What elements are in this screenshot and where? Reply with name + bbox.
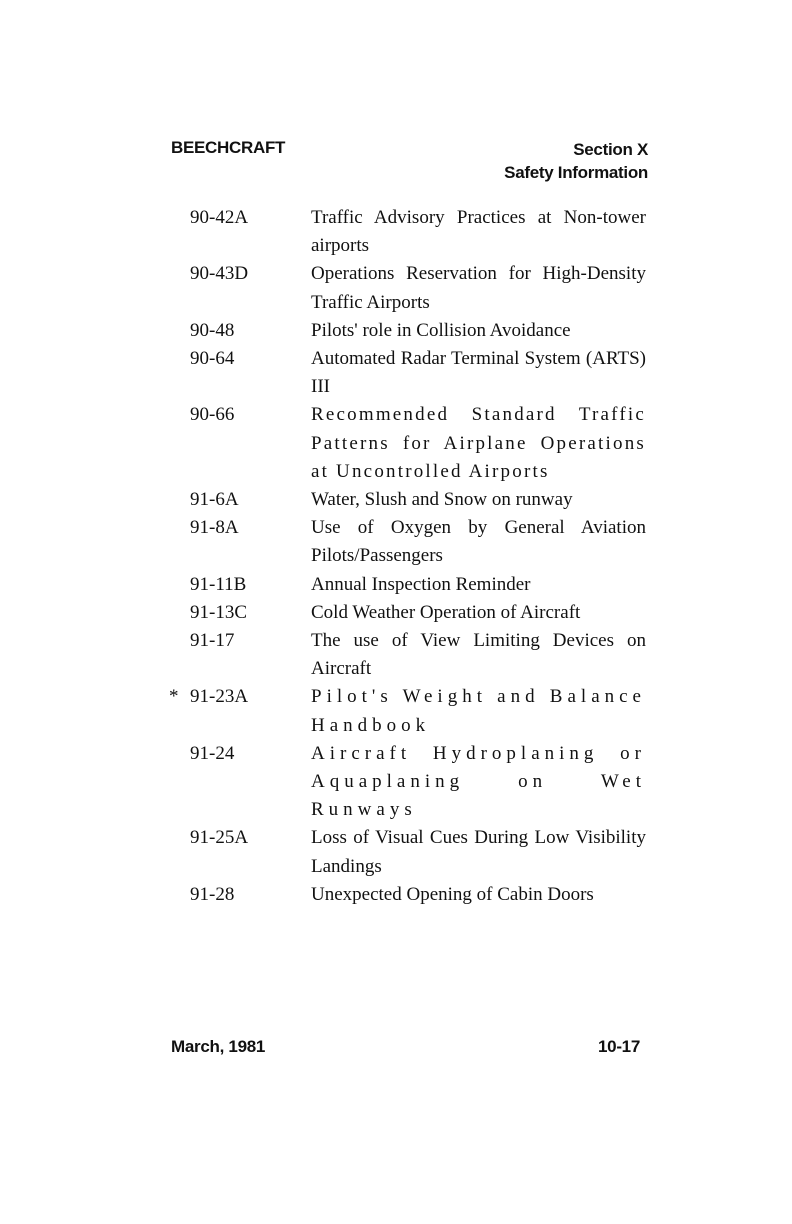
entry-number: 90-48 (190, 319, 235, 341)
entry-number: 91-6A (190, 489, 239, 511)
list-item (0, 317, 792, 345)
entry-number: 91-28 (190, 883, 235, 905)
list-item (0, 260, 792, 316)
list-item (0, 514, 792, 570)
list-item (0, 486, 792, 514)
entry-number: 91-11B (190, 573, 247, 595)
page-header-section (504, 138, 648, 184)
entry-number: 90-42A (190, 207, 249, 228)
entry-title: Pilot's Weight and Balance Handbook (311, 686, 646, 736)
entry-number: 90-43D (190, 263, 249, 285)
entry-number: 91-23A (190, 686, 249, 708)
entry-title: Pilots' role in Collision Avoidance (311, 319, 571, 341)
entry-title: Traffic Advisory Practices at Non-tower airports (311, 207, 646, 257)
entry-title: Water, Slush and Snow on runway (311, 489, 573, 511)
entry-title: Cold Weather Operation of Aircraft (311, 601, 581, 623)
footer-page-number: 10-17 (598, 1037, 640, 1056)
entry-number: 91-13C (190, 601, 247, 623)
entry-title: Operations Reservation for High-Density Traffic Airports (311, 263, 646, 313)
entry-title: Loss of Visual Cues During Low Visibility Landings (311, 827, 646, 877)
entry-title: Use of Oxygen by General Aviation Pilots/Passengers (311, 517, 646, 567)
entry-title: The use of View Limiting Devices on Aircraft (311, 630, 646, 680)
entry-title: Recommended Standard Traffic Patterns for Airplane Operations at Uncontrolled Airports (311, 404, 646, 482)
section-label: Section X (573, 140, 648, 159)
entry-number: 91-24 (190, 742, 235, 764)
list-item (0, 345, 792, 401)
entry-title: Aircraft Hydroplaning or Aquaplaning on Wet Runways (311, 742, 646, 821)
entry-number: 90-64 (190, 348, 235, 370)
entry-number: 91-17 (190, 630, 235, 652)
advisory-circular-list (0, 204, 792, 909)
list-item (0, 881, 792, 909)
list-item (0, 824, 792, 880)
section-title: Safety Information (504, 163, 648, 182)
page-header-brand: BEECHCRAFT (171, 138, 286, 157)
list-item (0, 599, 792, 627)
footer-date: March, 1981 (171, 1037, 266, 1056)
list-item (0, 204, 792, 260)
list-item (0, 740, 792, 825)
entry-title: Unexpected Opening of Cabin Doors (311, 883, 594, 905)
entry-number: 91-25A (190, 827, 249, 849)
entry-title: Automated Radar Terminal System (ARTS) III (311, 348, 646, 398)
list-item (0, 401, 792, 486)
entry-number: 90-66 (190, 404, 235, 426)
entry-title: Annual Inspection Reminder (311, 573, 531, 595)
list-item (0, 683, 792, 739)
list-item (0, 627, 792, 683)
list-item (0, 571, 792, 599)
entry-number: 91-8A (190, 517, 239, 539)
entry-marker: * (169, 686, 179, 708)
